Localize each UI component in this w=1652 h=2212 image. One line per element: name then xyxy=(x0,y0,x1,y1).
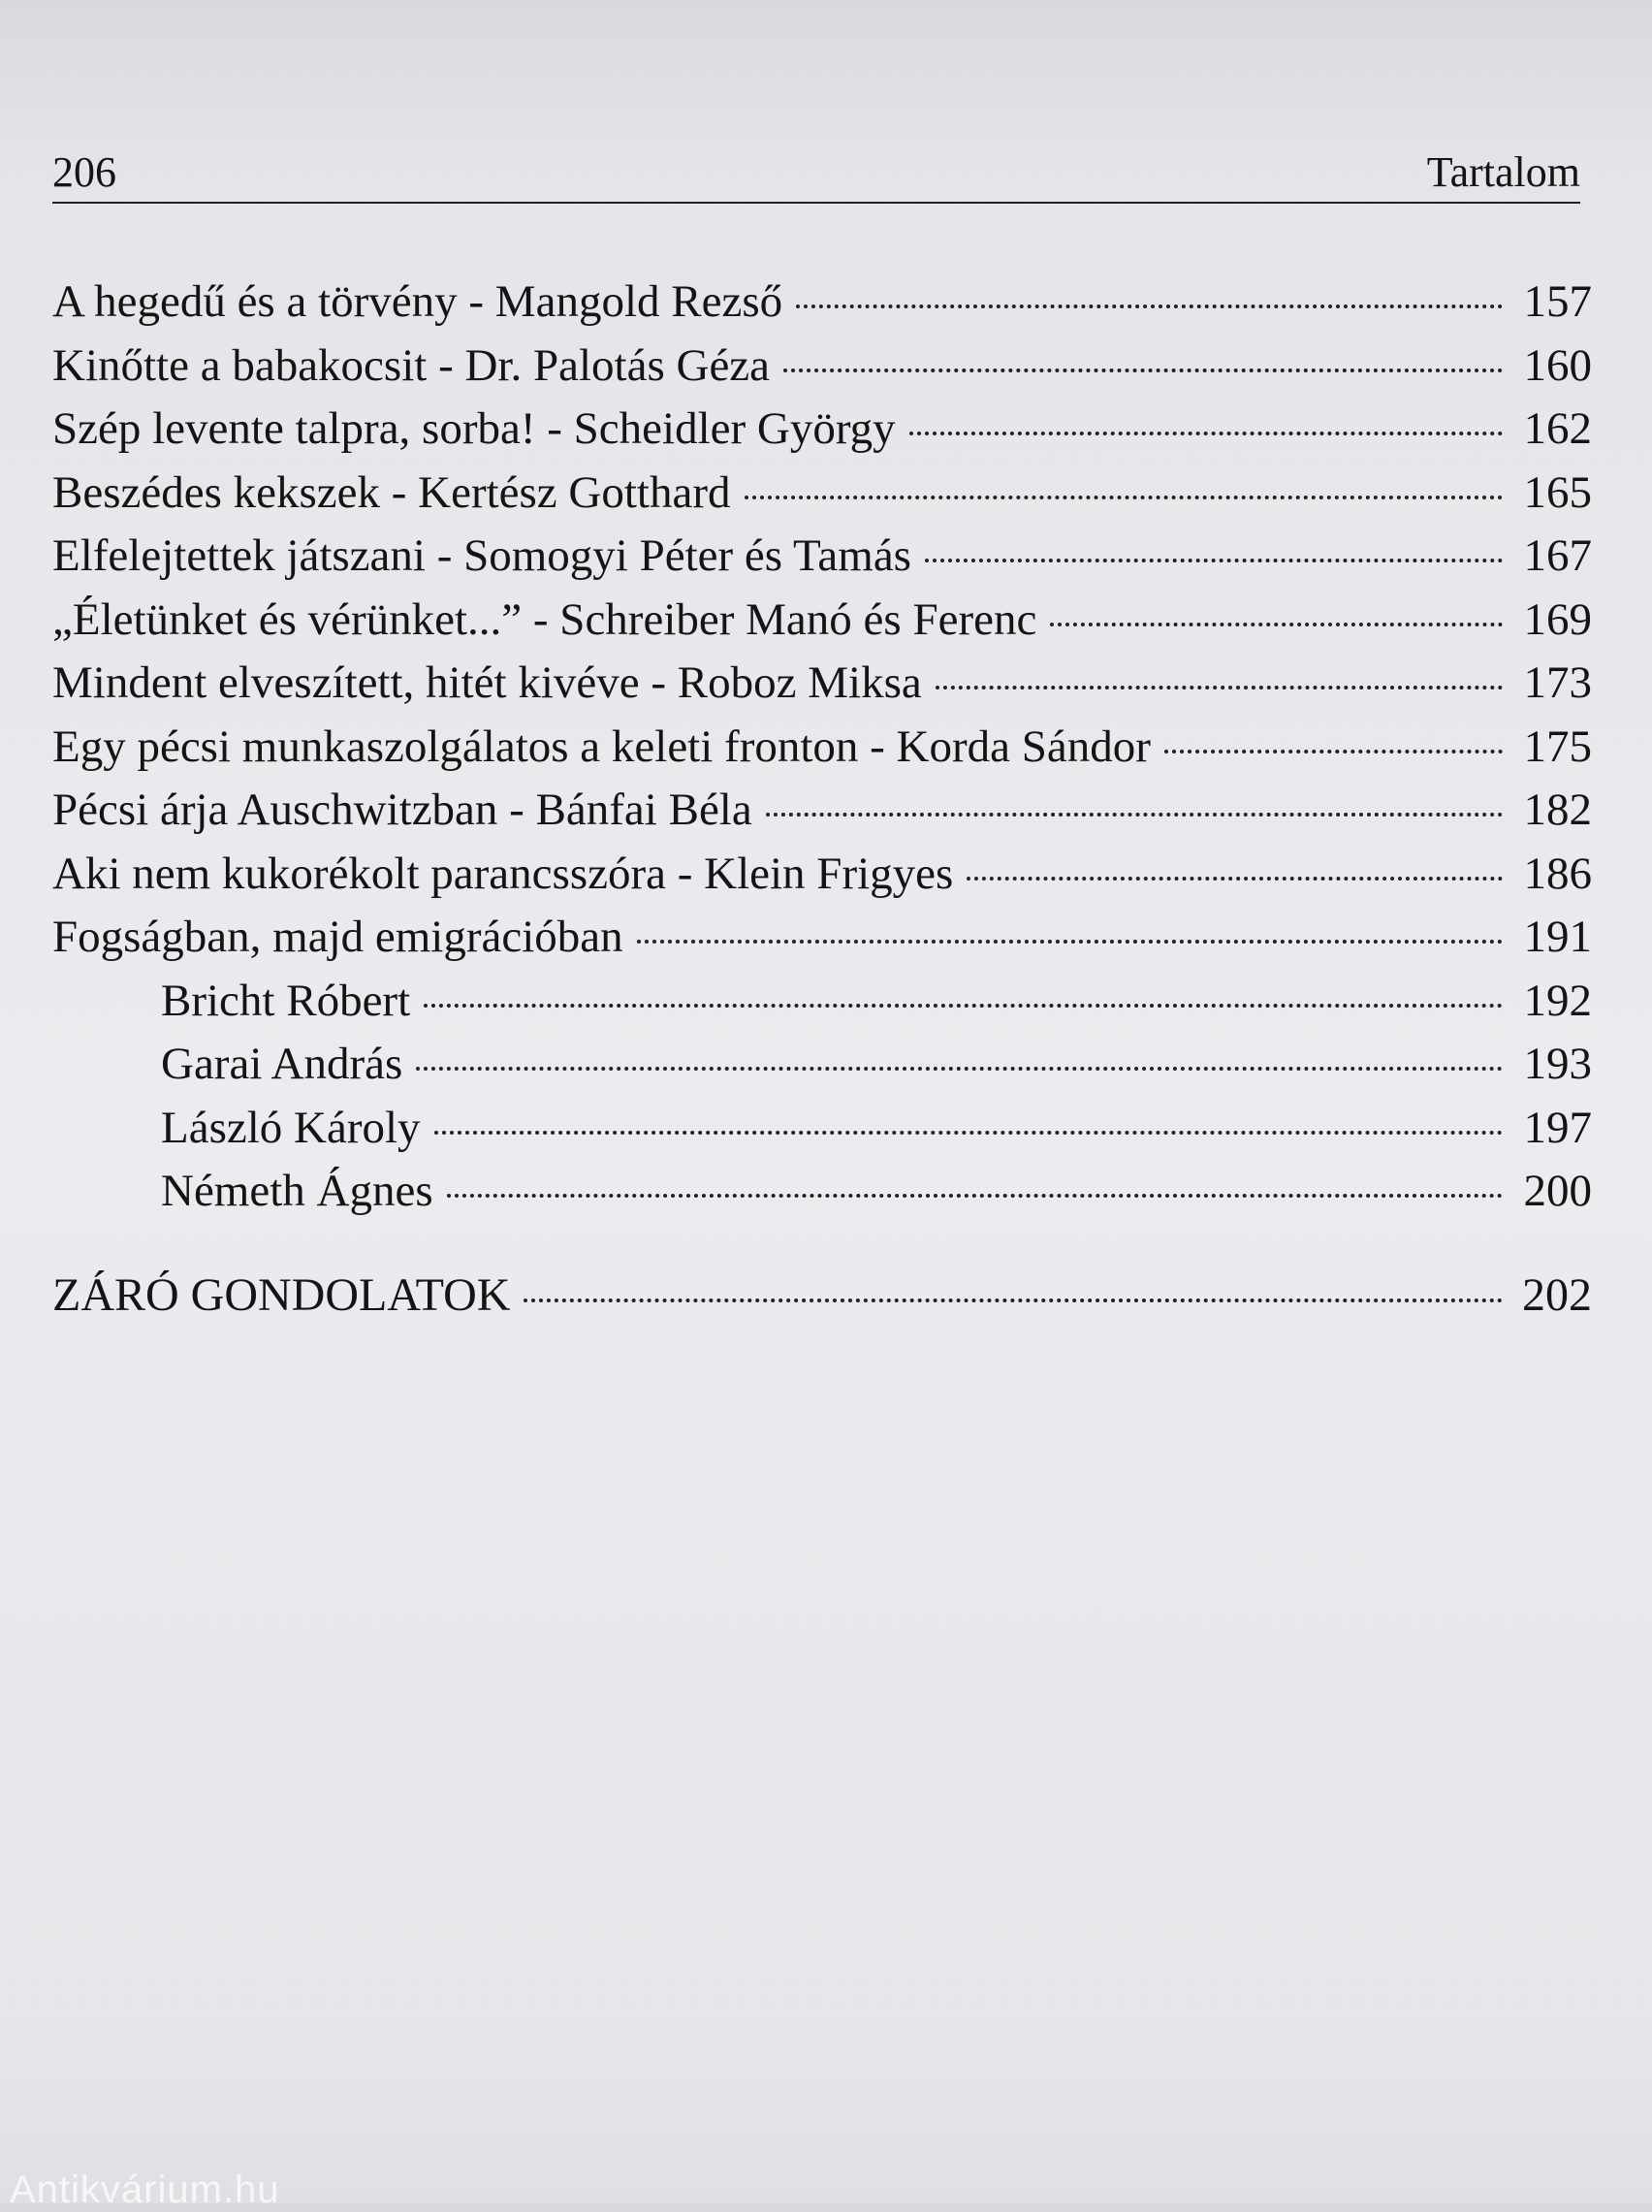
toc-subentry xyxy=(52,1164,1592,1228)
toc-entry-title: Garai András xyxy=(161,1039,403,1089)
toc-subentry xyxy=(52,1037,1592,1101)
toc-closing-entry xyxy=(52,1268,1592,1332)
toc-entry-title: A hegedű és a törvény - Mangold Rezső xyxy=(52,276,783,327)
dot-leader xyxy=(424,1004,1503,1008)
toc-entry-page: 192 xyxy=(1523,975,1592,1026)
toc-subentry xyxy=(52,974,1592,1038)
toc-entry-page: 173 xyxy=(1523,657,1592,708)
dot-leader xyxy=(745,496,1504,499)
dot-leader xyxy=(925,559,1503,562)
toc-entry-page: 167 xyxy=(1523,530,1592,581)
dot-leader xyxy=(434,1131,1503,1135)
running-head xyxy=(52,145,1580,204)
toc-entry-title: Pécsi árja Auschwitzban - Bánfai Béla xyxy=(52,785,752,835)
toc-entry xyxy=(52,338,1592,402)
toc-entry xyxy=(52,401,1592,465)
toc-entry-title: Szép levente talpra, sorba! - Scheidler György xyxy=(52,403,896,454)
toc-entry-title: Mindent elveszített, hitét kivéve - Roboz Miksa xyxy=(52,657,922,708)
page-number: 206 xyxy=(52,148,116,196)
dot-leader xyxy=(967,877,1503,881)
toc-entry-title: Kinőtte a babakocsit - Dr. Palotás Géza xyxy=(52,339,771,391)
toc-entry-title: Beszédes kekszek - Kertész Gotthard xyxy=(52,466,731,518)
toc-entry-page: 175 xyxy=(1523,721,1592,772)
dot-leader xyxy=(936,686,1503,689)
toc-entry-page: 186 xyxy=(1523,848,1592,899)
toc-entry xyxy=(52,593,1592,657)
toc-entry-page: 182 xyxy=(1523,785,1592,835)
toc-entry-title: ZÁRÓ GONDOLATOK xyxy=(52,1268,511,1321)
toc-entry-page: 169 xyxy=(1523,593,1592,645)
toc-entry-page: 200 xyxy=(1523,1166,1592,1216)
toc-entry xyxy=(52,529,1592,593)
toc-entry xyxy=(52,720,1592,784)
dot-leader xyxy=(766,813,1503,817)
toc-entry xyxy=(52,465,1592,529)
toc-entry xyxy=(52,783,1592,847)
toc-entry-title: Fogságban, majd emigrációban xyxy=(52,912,623,962)
toc-entry-page: 165 xyxy=(1523,466,1592,518)
toc-entry-title: Egy pécsi munkaszolgálatos a keleti fronton - Korda Sándor xyxy=(52,721,1151,772)
toc-entry-title: „Életünket és vérünket...” - Schreiber Manó és Ferenc xyxy=(52,593,1037,645)
toc-entry-page: 197 xyxy=(1523,1102,1592,1153)
dot-leader xyxy=(796,305,1503,308)
toc-entry-title: László Károly xyxy=(161,1102,421,1153)
dot-leader xyxy=(909,432,1503,435)
toc-entry-page: 191 xyxy=(1523,912,1592,962)
toc-entry-title: Aki nem kukorékolt parancsszóra - Klein Frigyes xyxy=(52,848,954,899)
toc-subentry xyxy=(52,1101,1592,1165)
dot-leader xyxy=(447,1194,1503,1198)
toc-entry-title: Bricht Róbert xyxy=(161,975,411,1026)
dot-leader xyxy=(637,940,1503,944)
toc-entry-title: Elfelejtettek játszani - Somogyi Péter és Tamás xyxy=(52,530,911,581)
dot-leader xyxy=(1164,750,1503,753)
toc-entry-page: 162 xyxy=(1523,403,1592,454)
toc-entry-page: 160 xyxy=(1523,339,1592,391)
table-of-contents xyxy=(52,274,1592,1331)
toc-entry xyxy=(52,847,1592,911)
dot-leader xyxy=(783,369,1503,372)
section-title: Tartalom xyxy=(1426,148,1580,196)
watermark: Antikvárium.hu xyxy=(10,2168,280,2211)
toc-entry-title: Németh Ágnes xyxy=(161,1166,433,1216)
dot-leader xyxy=(1050,623,1503,626)
toc-entry-page: 157 xyxy=(1523,276,1592,327)
toc-entry xyxy=(52,656,1592,720)
toc-entry-page: 193 xyxy=(1523,1039,1592,1089)
toc-entry-page: 202 xyxy=(1522,1268,1592,1321)
toc-entry xyxy=(52,910,1592,974)
toc-entry xyxy=(52,274,1592,338)
dot-leader xyxy=(416,1067,1503,1071)
dot-leader xyxy=(524,1298,1503,1302)
